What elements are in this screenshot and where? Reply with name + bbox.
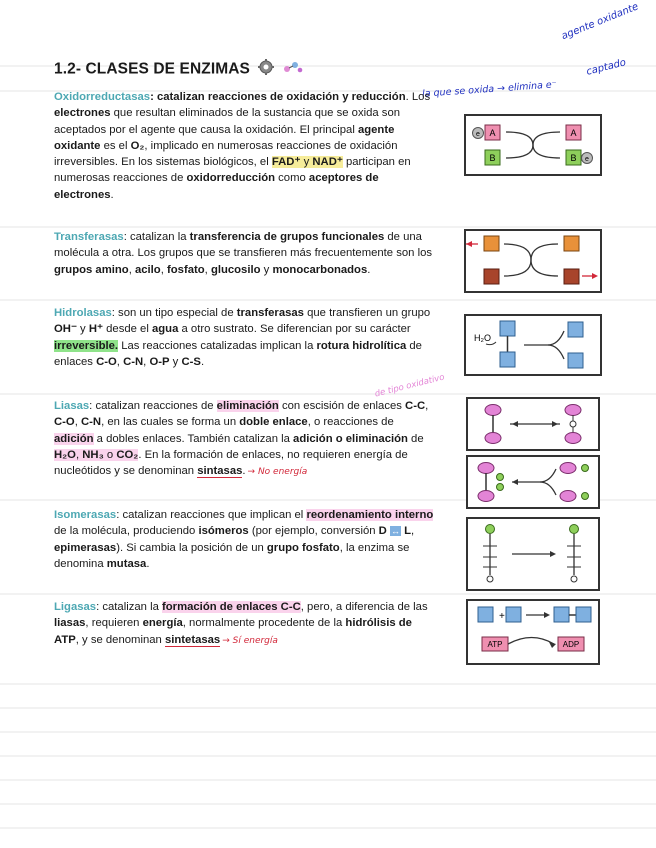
- figure-isomerasa: [466, 517, 600, 591]
- molecule-icon: [283, 60, 303, 79]
- section-hidrolasas: Hidrolasas: son un tipo especial de transferasas que transfieren un grupo OH⁻ y H⁺ desde el agua a otro sustrato. Se diferencian por su carácter irreversible. Las reacciones catalizadas implican la rotura hidrolítica de enlaces C-O, C-N, O-P y C-S.: [54, 307, 431, 368]
- section-heading: Isomerasas: [54, 509, 117, 521]
- section-heading: Liasas: [54, 400, 90, 412]
- gear-icon: [257, 58, 275, 81]
- figure-liasa-1: [466, 397, 600, 451]
- section-oxidorreductasas: Oxidorreductasas: catalizan reacciones de oxidación y reducción. Los electrones que resultan eliminados de la sustancia que se oxida son aceptados por el agente que causa la oxidación. El principal agente oxidante es el O₂, implicado en numerosas reacciones de oxidación irreversibles. En los sistemas biológicos, el FAD⁺ y NAD⁺ participan en numerosas reacciones de oxidorreducción como aceptores de electrones.: [54, 91, 431, 201]
- svg-text:+: +: [499, 611, 505, 622]
- section-isomerasas: Isomerasas: catalizan reacciones que implican el reordenamiento interno de la molécula, produciendo isómeros (por ejemplo, conversión D ↔ L, epimerasas). Si cambia la posición de un grupo fosfato, la enzima se denomina mutasa.: [54, 509, 434, 570]
- product-a-label: A: [570, 128, 577, 138]
- page-title: [54, 58, 303, 81]
- electron-label: e: [476, 131, 480, 138]
- section-heading: Hidrolasas: [54, 307, 112, 319]
- section-ligasas: Ligasas: catalizan la formación de enlaces C-C, pero, a diferencia de las liasas, requieren energía, normalmente procedente de la hidrólisis de ATP, y se denominan sintetasas → Sí energía: [54, 601, 428, 646]
- page-title-text: 1.2- CLASES DE ENZIMAS: [54, 60, 250, 78]
- annotation-oxidado: la que se oxida → elimina e⁻: [421, 79, 558, 100]
- annotation-tipo-oxidativo: de tipo oxidativo: [373, 372, 446, 400]
- section-heading: Ligasas: [54, 601, 97, 613]
- swap-icon: ↔: [390, 526, 400, 537]
- figure-hidrolasa: [464, 314, 602, 376]
- annotation-si-energia: → Sí energía: [222, 635, 278, 646]
- annotation-captado: captado: [585, 57, 628, 78]
- annotation-agente-oxidante: agente oxidante: [560, 1, 641, 43]
- section-heading: Oxidorreductasas: [54, 91, 151, 103]
- annotation-no-energia: → No energía: [247, 467, 308, 478]
- figure-ligasa: [466, 599, 600, 665]
- section-transferasas: Transferasas: catalizan la transferencia de grupos funcionales de una molécula a otra. Los grupos que se transfieren más frecuentemente son los grupos amino, acilo, fosfato, glucosilo y monocarbonados.: [54, 231, 433, 276]
- product-b-label: B: [570, 153, 577, 163]
- adp-label: ADP: [562, 640, 580, 649]
- section-heading: Transferasas: [54, 231, 124, 243]
- section-liasas: Liasas: catalizan reacciones de eliminación con escisión de enlaces C-C, C-O, C-N, en las cuales se forma un doble enlace, o reacciones de adición a dobles enlaces. También catalizan la adición o eliminación de H₂O, NH₃ o CO₂. En la formación de enlaces, no requieren energía de nucleótidos y se denominan sintasas. → No energía: [54, 400, 429, 478]
- figure-liasa-2: [466, 455, 600, 509]
- atp-label: ATP: [487, 640, 503, 649]
- figure-transferasa: [464, 229, 602, 293]
- substrate-a-label: A: [489, 128, 496, 138]
- electron-label: e: [585, 156, 589, 163]
- water-label: H₂O: [474, 333, 491, 343]
- substrate-b-label: B: [489, 153, 496, 163]
- figure-oxidorreductasa: [464, 114, 602, 176]
